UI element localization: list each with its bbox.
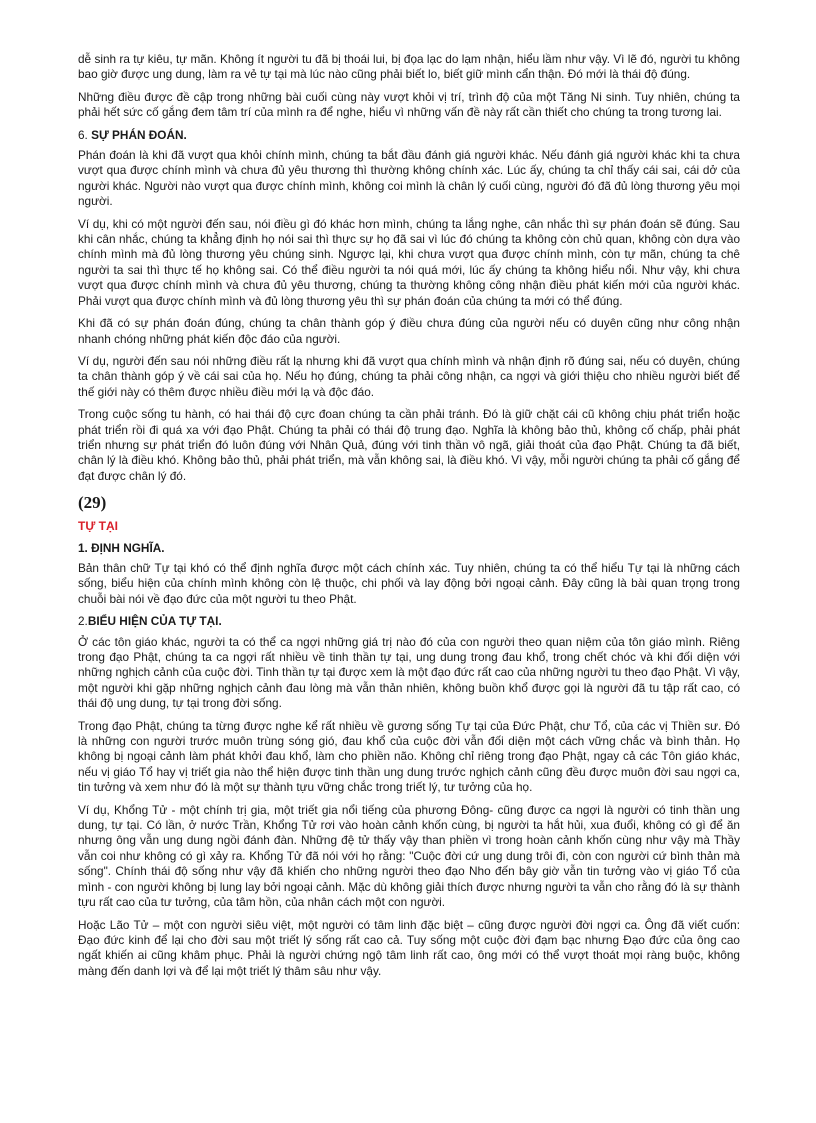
section-2-title: BIỂU HIỆN CỦA TỰ TẠI. [87, 614, 222, 629]
lesson-title: TỰ TẠI [78, 519, 118, 534]
section-6-paragraph-1: Phán đoán là khi đã vượt qua khỏi chính mình, chúng ta bắt đầu đánh giá người khác. Nếu đánh giá người khác khi ta chưa vượt qua được chính mình và chưa đủ yêu thương thì thường không chính xác. Lúc ấy, chúng ta chỉ thấy cái sai, cái dở của người khác. Người nào vượt qua được chính mình, không coi mình là chân lý cuối cùng, người đó đã đủ lòng thương yêu mọi người. [78, 148, 740, 209]
section-6-paragraph-4: Ví dụ, người đến sau nói những điều rất lạ nhưng khi đã vượt qua chính mình và nhận định rõ đúng sai, nếu có duyên, chúng ta chân thành góp ý về cái sai của họ. Nếu họ đúng, chúng ta phải công nhận, ca ngợi và giới thiệu cho nhiều người biết để thế giới này có thêm được nhiều điều mới lạ và độc đáo. [78, 353, 740, 399]
section-6-paragraph-3: Khi đã có sự phán đoán đúng, chúng ta chân thành góp ý điều chưa đúng của người nếu có duyên cũng như công nhận nhanh chóng những phát kiến độc đáo của người. [78, 316, 740, 346]
section-1-paragraph: Bản thân chữ Tự tại khó có thể định nghĩa được một cách chính xác. Tuy nhiên, chúng ta có thể hiểu Tự tại là những cách sống, biểu hiện của chính mình không còn lệ thuộc, chi phối và lay động bởi ngoại cảnh. Đây cũng là bài quan trọng trong chuỗi bài nói về đạo đức của một người tu theo Phật. [78, 560, 740, 606]
section-6-paragraph-5: Trong cuộc sống tu hành, có hai thái độ cực đoan chúng ta cần phải tránh. Đó là giữ chặt cái cũ không chịu phát triển hoặc phát triển rồi đi quá xa với đạo Phật. Chúng ta phải có thái độ trung đạo. Nghĩa là không bảo thủ, không cố chấp, phải phát triển nhưng sự phát triển đó luôn đúng với Nhân Quả, đúng với tinh thần vô ngã, giải thoát của đạo Phật. Chúng ta đã biết, chân lý là điều khó. Không bảo thủ, phải phát triển, mà vẫn không sai, là điều khó. Vì vậy, mỗi người chúng ta phải cố gắng để đạt được chân lý đó. [78, 407, 740, 483]
section-1-heading: 1. ĐỊNH NGHĨA. [78, 540, 165, 555]
section-6-number: 6. [78, 127, 92, 142]
intro-paragraph-1: dễ sinh ra tự kiêu, tự mãn. Không ít người tu đã bị thoái lui, bị đọa lạc do lạm nhận, hiểu lầm như vậy. Vì lẽ đó, người tu không bao giờ được ung dung, làm ra vẻ tự tại mà lúc nào cũng phải biết lo, biết giữ mình cẩn thận. Đó mới là thái độ đúng. [78, 52, 740, 82]
section-6-title: SỰ PHÁN ĐOÁN. [91, 127, 187, 142]
section-6-paragraph-2: Ví dụ, khi có một người đến sau, nói điều gì đó khác hơn mình, chúng ta lắng nghe, cân nhắc thì sự phán đoán sẽ đúng. Sau khi cân nhắc, chúng ta khẳng định họ nói sai thì thực sự họ đã sai vì lúc đó chúng ta không còn chủ quan, không còn dựa vào chính mình mà đủ lòng thương yêu chúng sinh. Ngược lại, khi chưa vượt qua được chính mình, còn tự mãn, chúng ta chê người ta sai thì thực tế họ không sai. Có thể điều người ta nói quá mới, lúc ấy chúng ta không hiểu nổi. Như vậy, khi chưa vượt qua được chính mình và chưa đủ yêu thương, chúng ta thường không công nhận điều phát kiến mới của người khác. Phải vượt qua được chính mình và đủ lòng thương yêu thì sự phán đoán của chúng ta mới có thể đúng. [78, 216, 740, 308]
section-2-paragraph-2: Trong đạo Phật, chúng ta từng được nghe kể rất nhiều về gương sống Tự tại của Đức Phật, chư Tổ, của các vị Thiền sư. Đó là những con người trước muôn trùng sóng gió, đau khổ của cuộc đời vẫn đối diện một cách vững chắc và bình thản. Họ không bị ngoại cảnh làm phát khởi đau khổ, làm cho phiền não. Không chỉ riêng trong đạo Phật, ngay cả các Tôn giáo khác, nếu vị giáo Tổ hay vị triết gia nào thể hiện được tinh thần ung dung trước nghịch cảnh cũng đều được muôn đời sau ngợi ca, tin tưởng và xem như đó là một sự thành tựu vững chắc trong triết lý, tư tưởng của họ. [78, 718, 740, 795]
lesson-number: (29) [78, 493, 107, 513]
section-2-paragraph-1: Ở các tôn giáo khác, người ta có thể ca ngợi những giá trị nào đó của con người theo quan niệm của tôn giáo mình. Riêng trong đạo Phật, chúng ta ca ngợi rất nhiều về tinh thần tự tại, ung dung trong đau khổ, trong chết chóc và khi đối diện với những nghịch cảnh của cuộc đời. Tinh thần tự tại được xem là một đạo đức rất cao của những người tu theo đạo Phật. Vì vậy, một người khi gặp những nghịch cảnh đau lòng mà vẫn thản nhiên, không buồn khổ được gọi là người đã tu tập rất cao, có thái độ ung dung, tự tại trong đời sống. [78, 634, 740, 711]
section-2-paragraph-4: Hoặc Lão Tử – một con người siêu việt, một người có tâm linh đặc biệt – cũng được người đời ngợi ca. Ông đã viết cuốn: Đạo đức kinh để lại cho đời sau một triết lý sống rất cao cả. Tuy sống một cuộc đời đạm bạc nhưng Đạo đức của ông cao ngất khiến ai cũng khâm phục. Phải là người chứng ngộ tâm linh rất cao, ông mới có thể vượt thoát mọi ràng buộc, không màng đến danh lợi và để lại một triết lý thâm sâu như vậy. [78, 917, 740, 978]
intro-paragraph-2: Những điều được đề cập trong những bài cuối cùng này vượt khỏi vị trí, trình độ của một Tăng Ni sinh. Tuy nhiên, chúng ta phải hết sức cố gắng đem tâm trí của mình ra để nghe, hiểu vì những vấn đề này rất cần thiết cho chúng ta trong tương lai. [78, 89, 740, 120]
document-page [78, 52, 740, 986]
section-2-heading [78, 614, 740, 629]
section-2-number: 2. [78, 614, 88, 629]
section-6-heading [78, 128, 740, 143]
section-2-paragraph-3: Ví dụ, Khổng Tử - một chính trị gia, một triết gia nổi tiếng của phương Đông- cũng được ca ngợi là người có tinh thần ung dung, tự tại. Có lần, ở nước Trần, Khổng Tử rơi vào hoàn cảnh khốn cùng, bị người ta hắt hủi, xua đuổi, không có gì để ăn nhưng ông vẫn ung dung ngồi đánh đàn. Những đệ tử thấy vậy than phiền vì trong hoàn cảnh khốn cùng như vậy mà Thầy vẫn coi như không có gì xảy ra. Khổng Tử đã nói với họ rằng: "Cuộc đời cứ ung dung trôi đi, còn con người cứ bình thản mà sống". Chính thái độ sống như vậy đã khiến cho những người theo đạo Nho đến bây giờ vẫn tin tưởng vào vị giáo Tổ của mình - con người không bị lung lay bởi ngoại cảnh. Mặc dù không giải thích được nhưng người ta vẫn cho rằng đó là sự thành tựu rất cao của tư tưởng, của tâm hồn, của nhân cách một con người. [78, 802, 740, 910]
